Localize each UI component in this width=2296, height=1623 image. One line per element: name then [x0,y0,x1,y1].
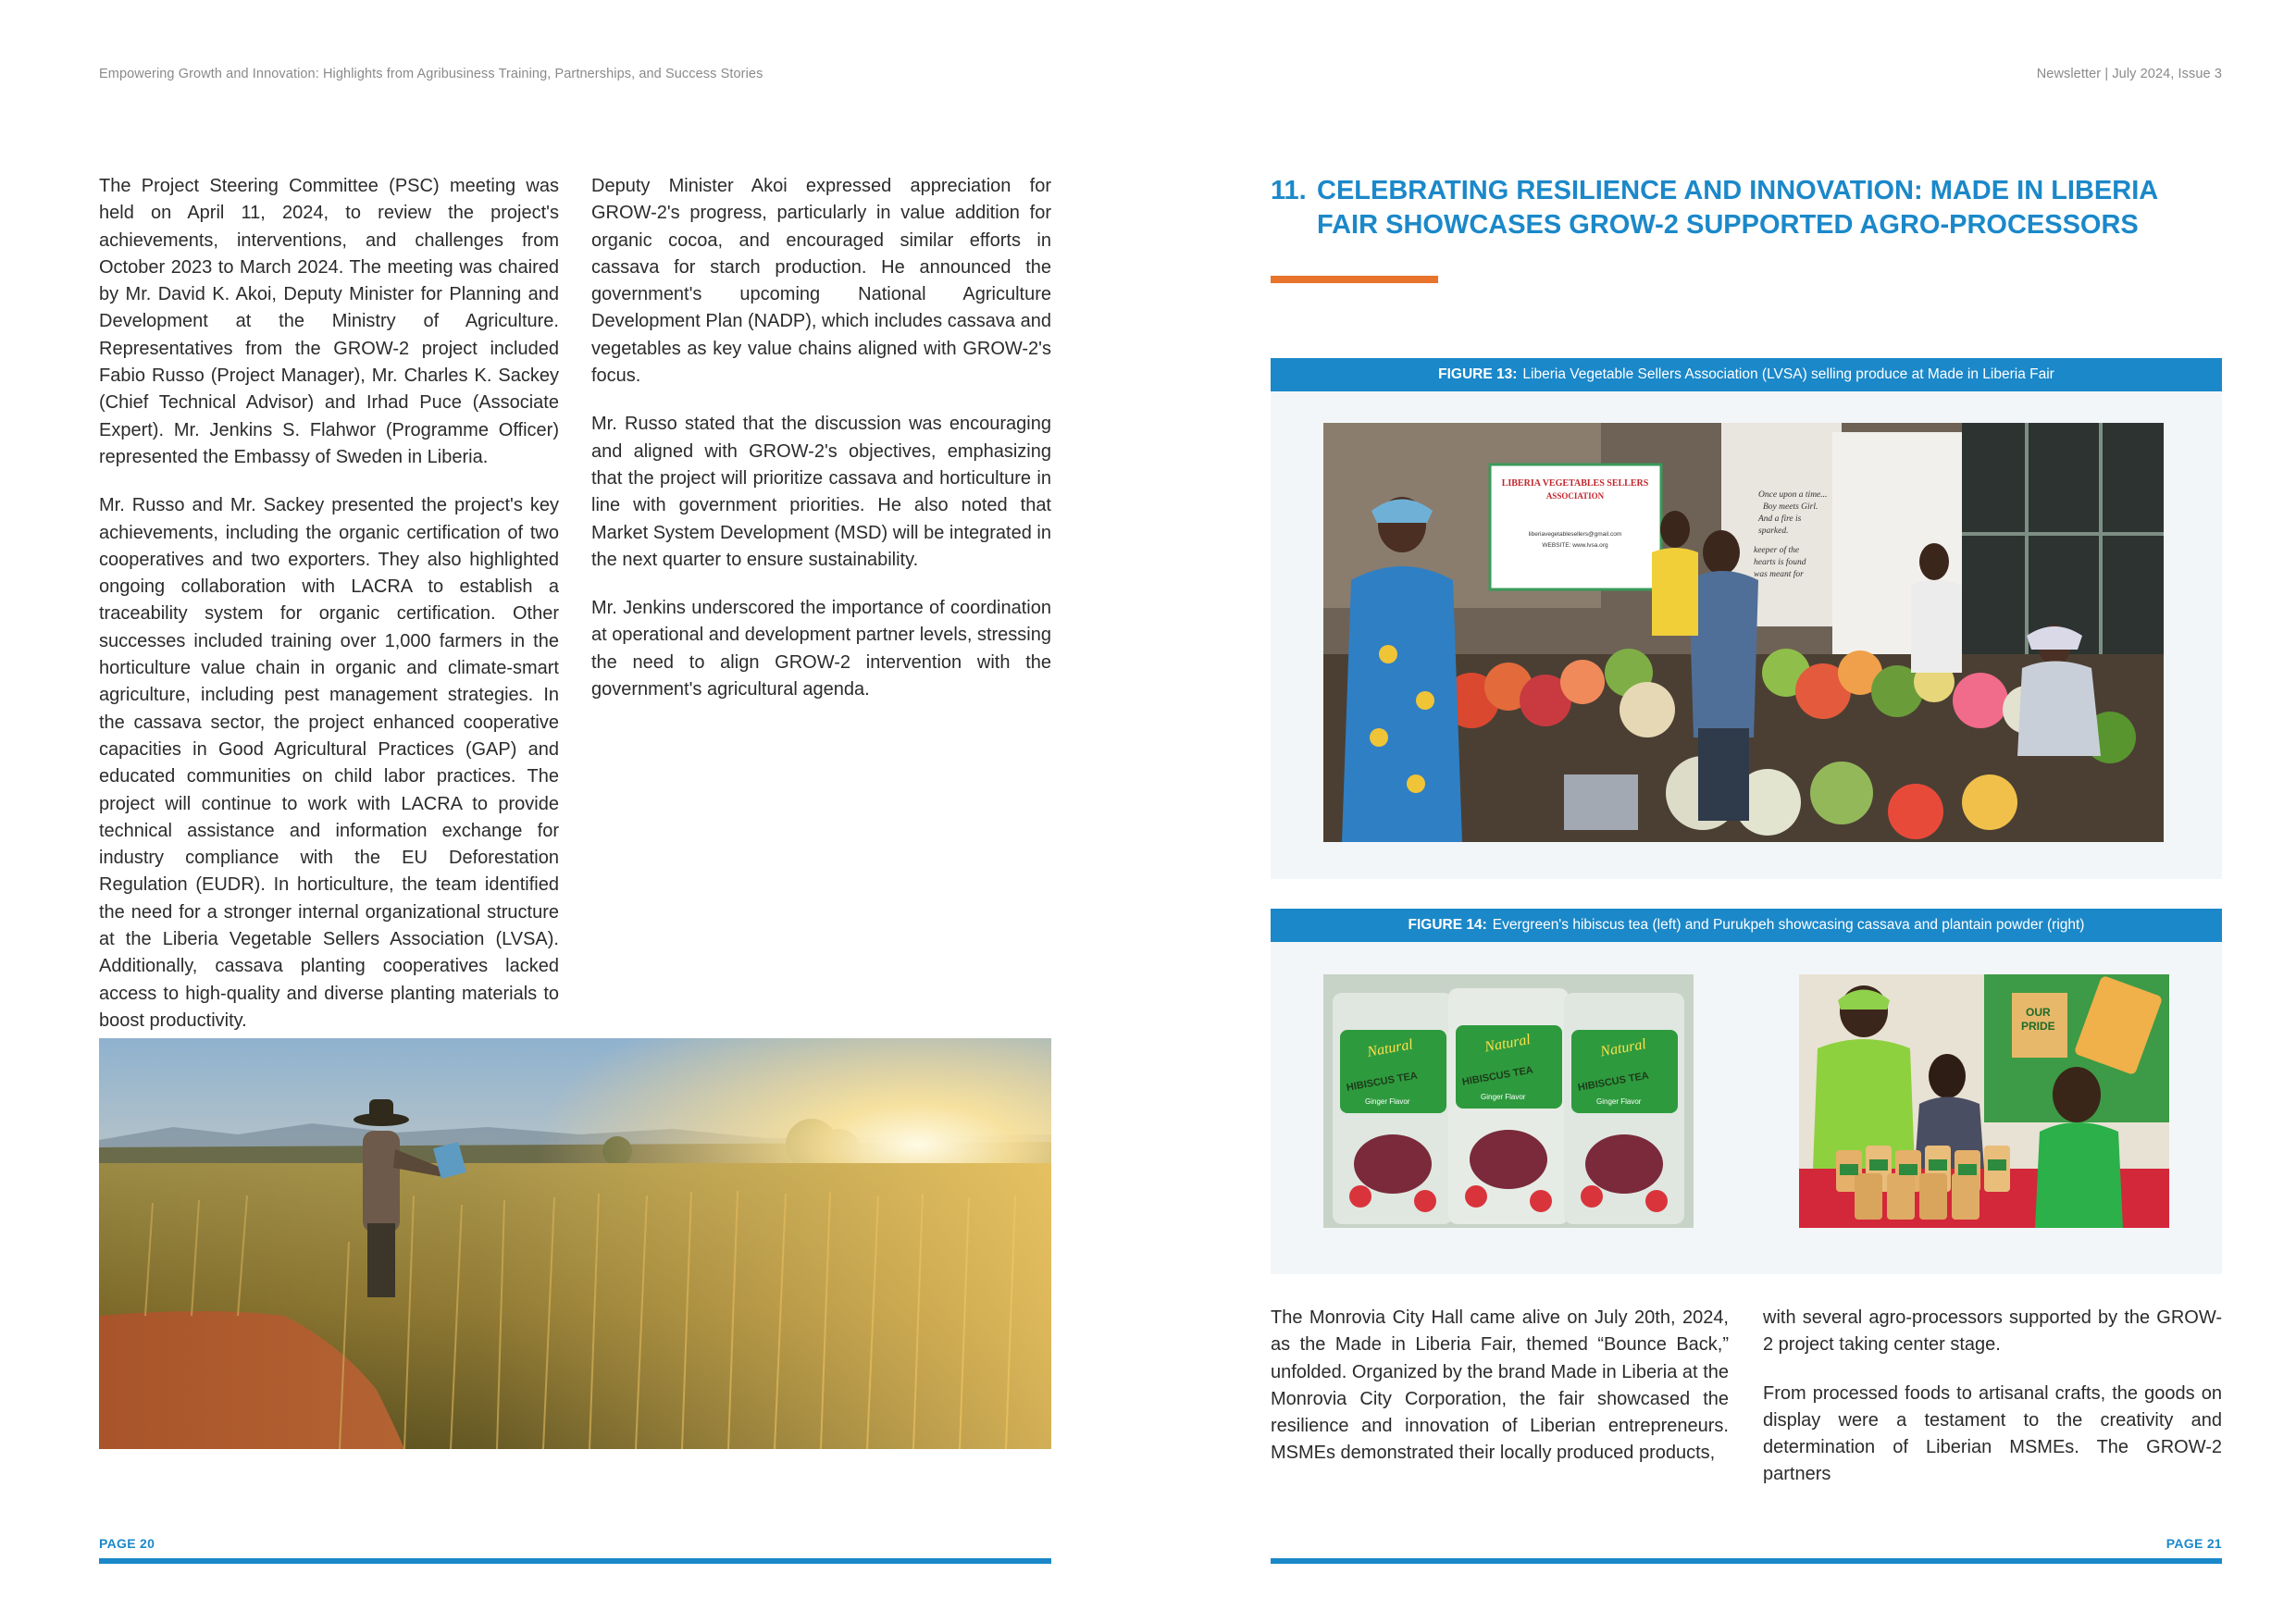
paragraph: From processed foods to artisanal crafts, the goods on display were a testament to the creativity and determination of Liberian MSMEs. The GROW-2 partners [1763,1382,2222,1485]
right-page-column-1 [1271,1305,1729,1489]
section-title: CELEBRATING RESILIENCE AND INNOVATION: MADE IN LIBERIA FAIR SHOWCASES GROW-2 SUPPORTED AGRO-PROCESSORS [1317,176,2158,240]
left-page-column-2 [591,173,1051,725]
running-header-issue: Newsletter | July 2024, Issue 3 [2036,67,2222,81]
footer-rule-left [99,1558,1051,1564]
cassava-powder-photo [1799,974,2169,1228]
tea-label: Ginger Flavor [1365,1097,1410,1106]
wall-text: was meant for [1754,570,1804,579]
figure-13-label: FIGURE 13: [1438,366,1518,382]
wall-text: Once upon a time... [1758,490,1828,500]
figure-13-caption-text: Liberia Vegetable Sellers Association (LVSA) selling produce at Made in Liberia Fair [1522,366,2054,382]
tea-label: Ginger Flavor [1596,1097,1642,1106]
title-accent-bar [1271,276,1438,283]
tea-label: Natural [1366,1036,1415,1060]
tea-label: Natural [1599,1036,1648,1060]
paragraph: Mr. Russo and Mr. Sackey presented the project's key achievements, including the organic certification of two cooperatives and two exporters. They also highlighted ongoing collaboration with LACRA to establish a traceability system for organic certification. Other successes included training over 1,000 farmers in the horticulture value chain in organic and climate-smart agriculture, including pest management strategies. In the cassava sector, the project enhanced cooperative capacities in Good Agricultural Practices (GAP) and educated communities on child labor practices. The project will continue to work with LACRA to provide technical assistance and information exchange for industry compliance with the EU Deforestation Regulation (EUDR). In horticulture, the team identified the need for a stronger internal organizational structure at the Liberia Vegetable Sellers Association (LVSA). Additionally, cassava planting cooperatives lacked access to high-quality and diverse planting materials to boost productivity. [99,495,559,1031]
banner-line: WEBSITE: www.lvsa.org [1542,542,1608,549]
banner-line: ASSOCIATION [1545,491,1605,501]
wall-text: And a fire is [1758,514,1802,524]
banner-line: liberiavegetablesellers@gmail.com [1528,531,1622,538]
wall-text: Boy meets Girl. [1763,502,1818,512]
package-text: PRIDE [2021,1020,2055,1033]
tea-label: Natural [1483,1032,1533,1056]
left-page-column-1 [99,173,559,1056]
running-header-title: Empowering Growth and Innovation: Highlights from Agribusiness Training, Partnerships, and Success Stories [99,67,763,81]
paragraph: Mr. Russo stated that the discussion was encouraging and aligned with GROW-2's objectives, emphasizing that the project will prioritize cassava and horticulture in line with government priorities. He also noted that Market System Development (MSD) will be integrated in the next quarter to ensure sustainability. [591,414,1051,570]
wall-text: hearts is found [1754,558,1806,567]
hibiscus-tea-photo [1323,974,1694,1228]
right-page-column-2 [1763,1305,2222,1510]
figure-13-panel [1271,358,2222,879]
farmer-field-photo [99,1038,1051,1449]
page-number-right: PAGE 21 [2166,1536,2222,1551]
figure-13-caption [1271,358,2222,391]
wall-text: keeper of the [1754,546,1800,555]
package-text: OUR [2026,1006,2051,1019]
tea-label: HIBISCUS TEA [1461,1064,1534,1088]
paragraph: The Monrovia City Hall came alive on July 20th, 2024, as the Made in Liberia Fair, themed “Bounce Back,” unfolded. Organized by the brand Made in Liberia at the Monrovia City Corporation, the fair showcased the resilience and innovation of Liberian entrepreneurs. MSMEs demonstrated their locally produced products, [1271,1307,1729,1464]
figure-14-caption [1271,909,2222,942]
tea-label: Ginger Flavor [1481,1093,1526,1101]
figure-14-label: FIGURE 14: [1408,917,1487,933]
section-number: 11. [1271,176,1307,205]
tea-label: HIBISCUS TEA [1577,1070,1650,1094]
banner-line: LIBERIA VEGETABLES SELLERS [1501,478,1649,489]
paragraph: The Project Steering Committee (PSC) meeting was held on April 11, 2024, to review the project's achievements, interventions, and challenges from October 2023 to March 2024. The meeting was chaired by Mr. David K. Akoi, Deputy Minister for Planning and Development at the Ministry of Agriculture. Representatives from the GROW-2 project included Fabio Russo (Project Manager), Mr. Charles K. Sackey (Chief Technical Advisor) and Irhad Puce (Associate Expert). Mr. Jenkins S. Flahwor (Programme Officer) represented the Embassy of Sweden in Liberia. [99,176,559,467]
paragraph: Mr. Jenkins underscored the importance of coordination at operational and development partner levels, stressing the need to align GROW-2 intervention with the government's agricultural agenda. [591,598,1051,700]
figure-14-panel [1271,909,2222,1274]
paragraph: Deputy Minister Akoi expressed appreciation for GROW-2's progress, particularly in value addition for organic cocoa, and encouraged similar efforts in cassava for starch production. He announced the government's upcoming National Agriculture Development Plan (NADP), which includes cassava and vegetables as key value chains aligned with GROW-2's focus. [591,176,1051,387]
paragraph: with several agro-processors supported by the GROW-2 project taking center stage. [1763,1307,2222,1356]
figure-14-caption-text: Evergreen's hibiscus tea (left) and Purukpeh showcasing cassava and plantain powder (right) [1492,917,2085,933]
page-number-left: PAGE 20 [99,1536,155,1551]
market-stall-photo [1323,423,2164,842]
footer-rule-right [1271,1558,2222,1564]
wall-text: sparked. [1758,527,1789,536]
tea-label: HIBISCUS TEA [1346,1070,1419,1094]
